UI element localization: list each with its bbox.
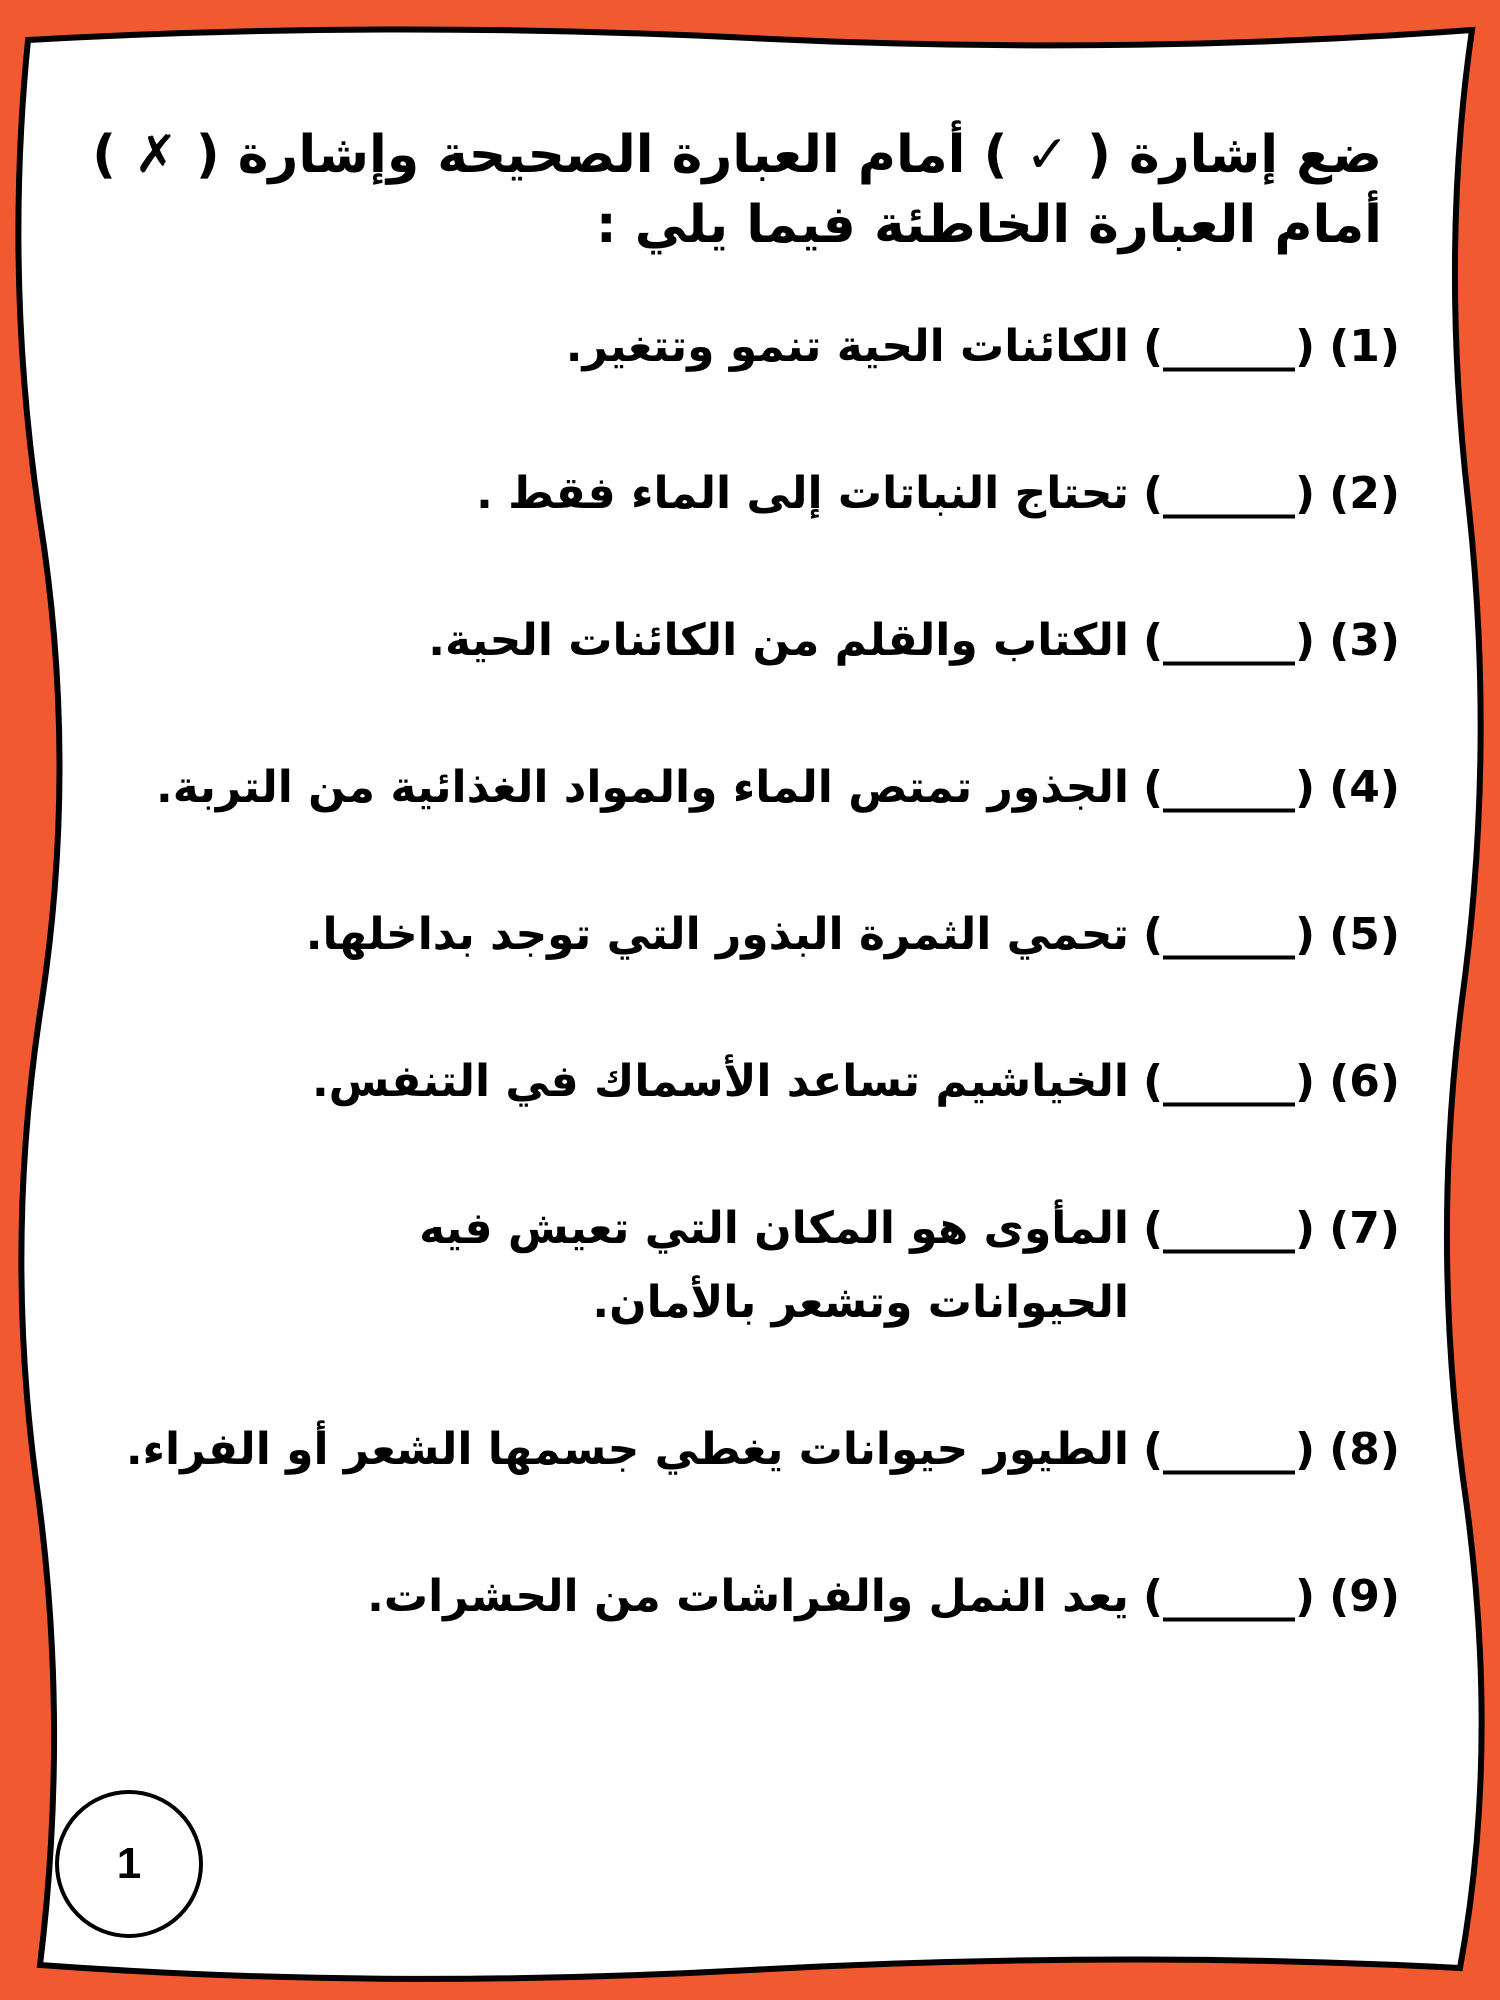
- question-number: (4): [1329, 762, 1400, 814]
- question-text: الجذور تمتص الماء والمواد الغذائية من التربة.: [155, 762, 1129, 814]
- question-text: الطيور حيوانات يغطي جسمها الشعر أو الفراء.: [125, 1424, 1129, 1476]
- question-item: [367, 1560, 1400, 1707]
- question-number: (7): [1329, 1203, 1400, 1255]
- answer-blank[interactable]: (______): [1142, 1056, 1316, 1108]
- instructions: [80, 120, 1400, 260]
- question-number: (8): [1329, 1424, 1400, 1476]
- question-text: يعد النمل والفراشات من الحشرات.: [367, 1571, 1129, 1623]
- answer-blank[interactable]: (______): [1142, 1571, 1316, 1623]
- question-number: (6): [1329, 1056, 1400, 1108]
- question-text: تحمي الثمرة البذور التي توجد بداخلها.: [305, 909, 1129, 961]
- answer-blank[interactable]: (______): [1142, 468, 1316, 520]
- answer-blank[interactable]: (______): [1142, 321, 1316, 373]
- question-item: [476, 457, 1400, 604]
- question-number: (9): [1329, 1571, 1400, 1623]
- question-text: المأوى هو المكان التي تعيش فيه الحيوانات وتشعر بالأمان.: [419, 1203, 1129, 1329]
- answer-blank[interactable]: (______): [1142, 909, 1316, 961]
- question-number: (2): [1329, 468, 1400, 520]
- question-text: تحتاج النباتات إلى الماء فقط .: [476, 468, 1129, 520]
- answer-blank[interactable]: (______): [1142, 1424, 1316, 1476]
- answer-blank[interactable]: (______): [1142, 762, 1316, 814]
- page-number-badge: [55, 1790, 203, 1938]
- question-text: الكائنات الحية تنمو وتتغير.: [565, 321, 1129, 373]
- question-item: [566, 310, 1400, 457]
- question-item: [269, 1192, 1400, 1413]
- question-text: الخياشيم تساعد الأسماك في التنفس.: [311, 1056, 1129, 1108]
- question-number: (3): [1329, 615, 1400, 667]
- instruction-line-1: ضع إشارة ( ✓ ) أمام العبارة الصحيحة وإشارة ( ✗ ): [92, 125, 1382, 185]
- question-number: (1): [1329, 321, 1400, 373]
- question-text: الكتاب والقلم من الكائنات الحية.: [428, 615, 1129, 667]
- answer-blank[interactable]: (______): [1142, 615, 1316, 667]
- worksheet-content: [80, 120, 1400, 1707]
- answer-blank[interactable]: (______): [1142, 1203, 1316, 1255]
- page-number: 1: [116, 1839, 142, 1888]
- instruction-line-2: أمام العبارة الخاطئة فيما يلي :: [595, 195, 1382, 256]
- question-item: [312, 1045, 1400, 1192]
- question-item: [126, 1413, 1400, 1560]
- question-item: [306, 898, 1400, 1045]
- question-item: [428, 604, 1400, 751]
- question-number: (5): [1329, 909, 1400, 961]
- question-item: [156, 751, 1400, 898]
